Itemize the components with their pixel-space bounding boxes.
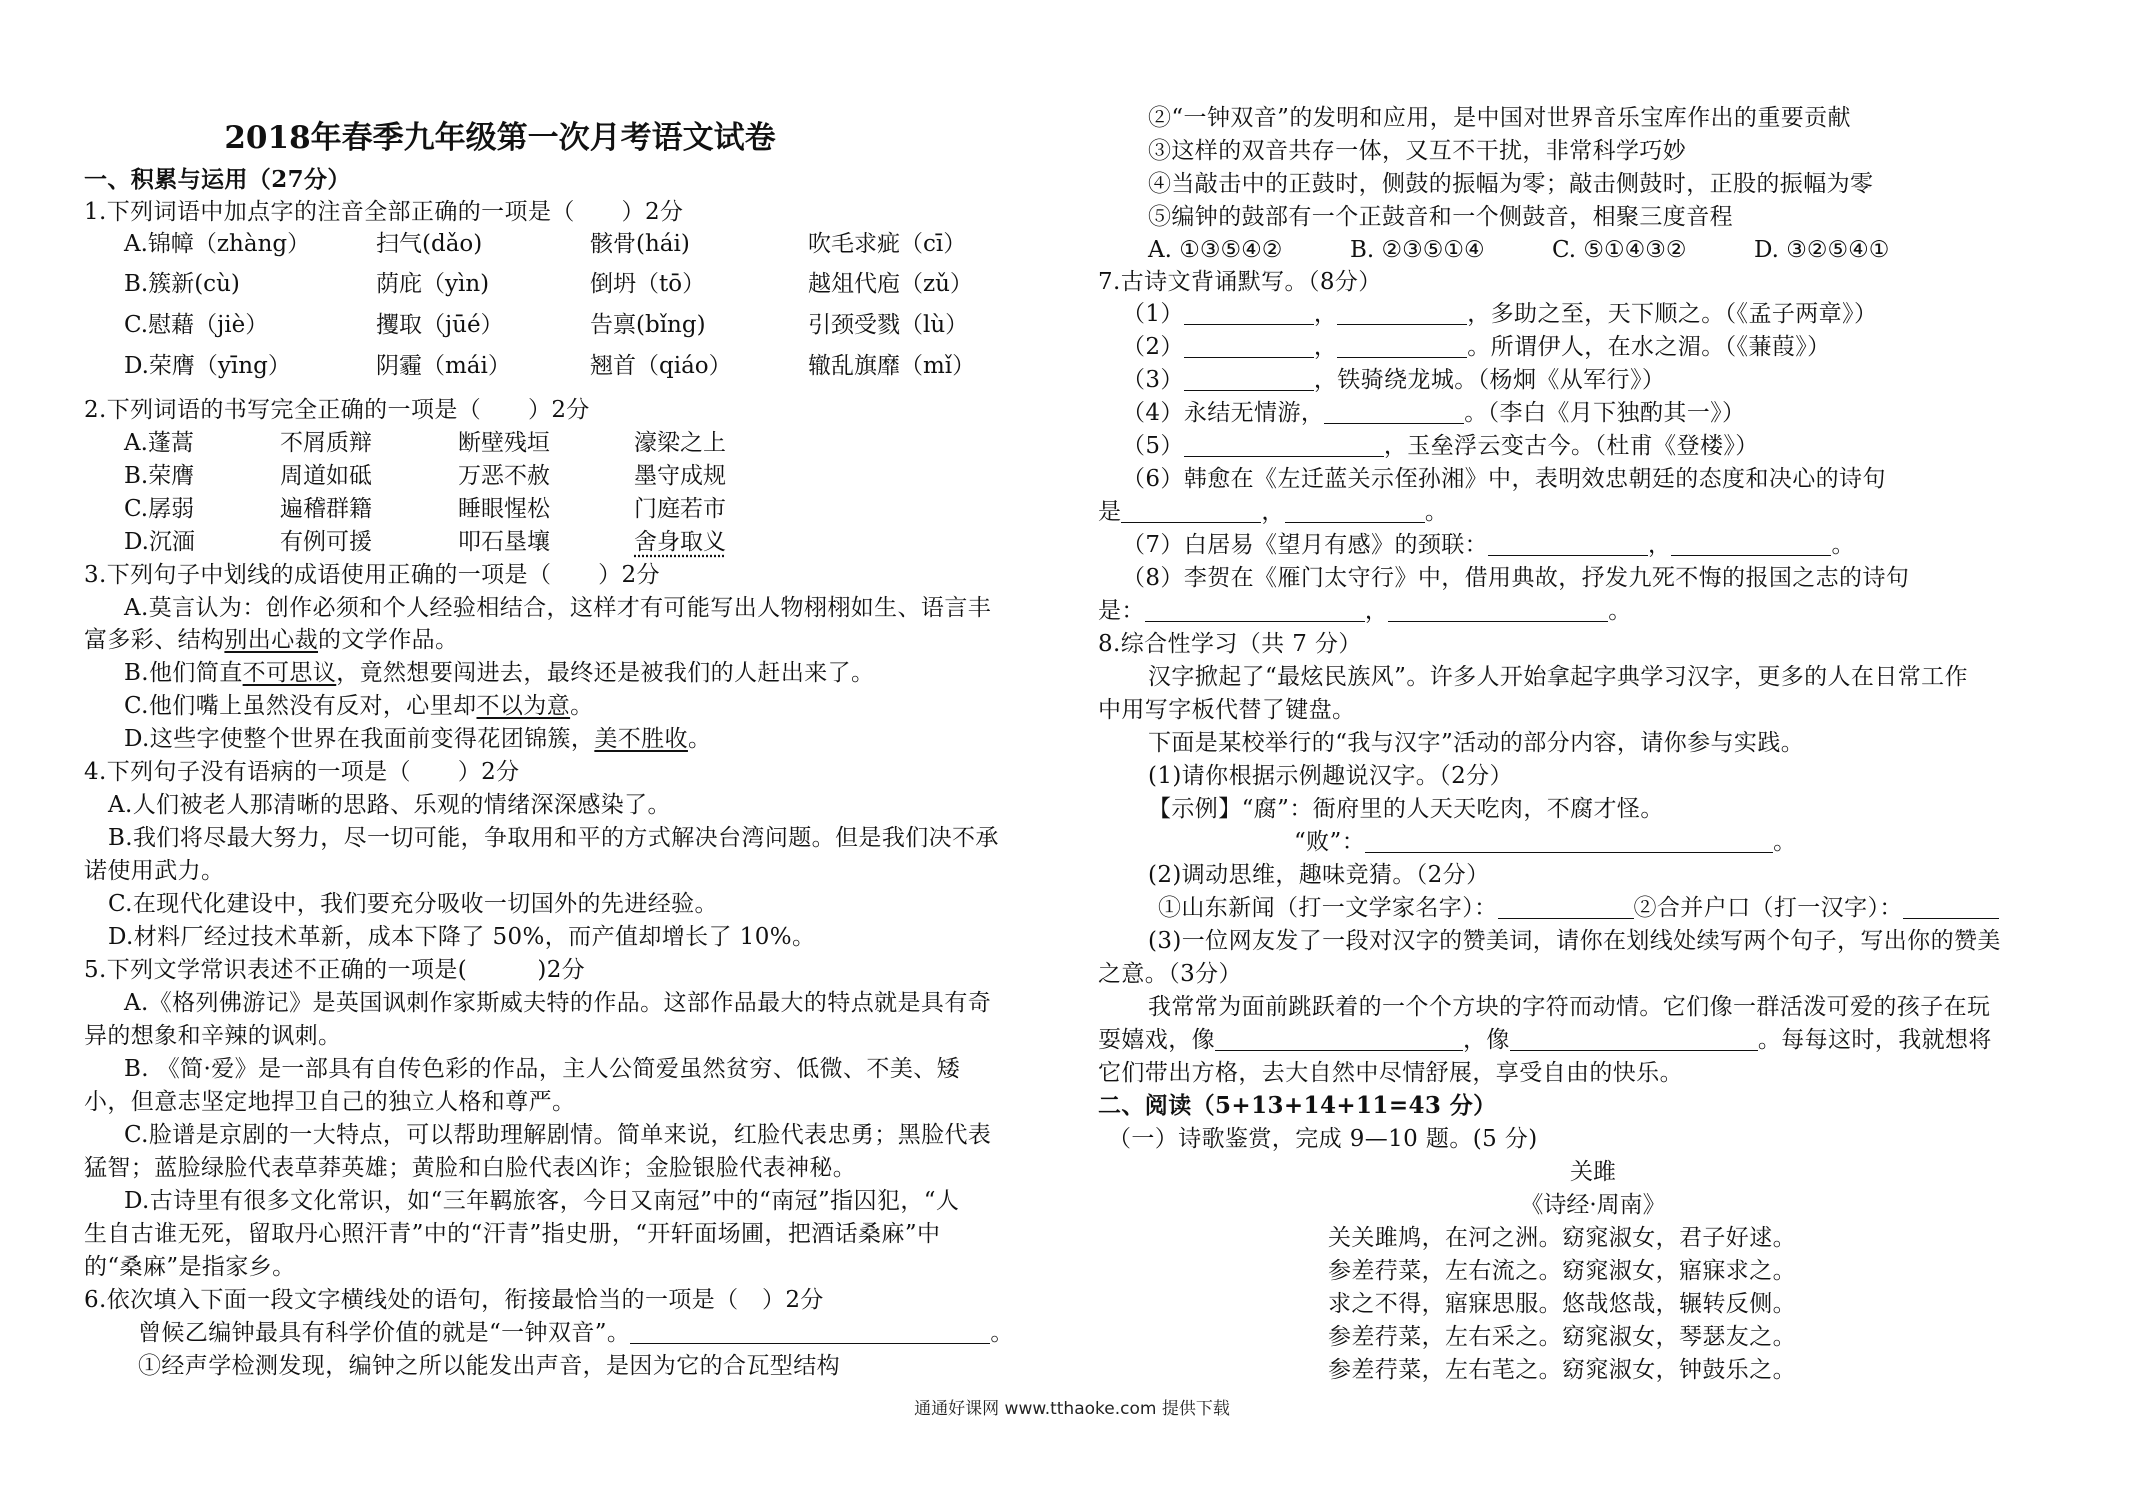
question-3-stem: 3.下列句子中划线的成语使用正确的一项是（ ）2分 [84,562,660,588]
q5-option-a-line2: 异的想象和辛辣的讽刺。 [84,1023,342,1049]
q2-cell: 叩石垦壤 [458,529,550,555]
q7-text: 。 [1608,598,1632,624]
q6-choice-d: D. ③②⑤④① [1754,237,1890,263]
q7-number: （3） [1122,367,1184,393]
q2-cell: 周道如砥 [280,463,372,489]
q1-cell: 荫庇（yìn) [376,271,490,297]
q8-praise-line2 [1098,1024,1992,1056]
q6-statement-2: ②“一钟双音”的发明和应用，是中国对世界音乐宝库作出的重要贡献 [1148,105,1851,131]
q7-blank[interactable] [1337,301,1467,325]
poem-line: 参差荇菜，左右芼之。窈窕淑女，钟鼓乐之。 [1328,1357,1796,1383]
q7-item-8-answer [1098,595,1632,627]
q2-cell: 万恶不赦 [458,463,550,489]
q8-text: ①山东新闻（打一文学家名字）： [1158,895,1498,921]
q7-text: 白居易《望月有感》的颈联： [1183,532,1489,558]
q3-option-a-line1: A.莫言认为：创作必须和个人经验相结合，这样才有可能写出人物栩栩如生、语言丰 [124,595,992,621]
q8-text: 。 [1773,829,1797,855]
q1-cell: A.锦幛（zhàng） [124,231,311,257]
q5-option-c-line1: C.脸谱是京剧的一大特点，可以帮助理解剧情。简单来说，红脸代表忠勇；黑脸代表 [124,1122,992,1148]
q1-cell: D.荣膺（yīng） [124,353,291,379]
poem-line: 关关雎鸠，在河之洲。窈窕淑女，君子好逑。 [1328,1225,1796,1251]
q8-riddle-1-blank[interactable] [1498,895,1634,919]
q7-number: （5） [1122,433,1184,459]
q1-cell: 越俎代庖（zǔ） [808,271,973,297]
q7-blank[interactable] [1184,433,1384,457]
q8-subquestion-2: (2)调动思维，趣味竞猜。（2分） [1148,862,1490,888]
q7-text: 。 [1831,532,1855,558]
q5-option-d-line3: 的“桑麻”是指家乡。 [84,1254,296,1280]
q3-text: D.这些字使整个世界在我面前变得花团锦簇， [124,726,595,752]
q2-cell: 门庭若市 [634,496,726,522]
q7-text: ， [1313,334,1338,360]
q3-option-b [124,657,874,689]
q7-text: 韩愈在《左迁蓝关示侄孙湘》中，表明效忠朝廷的态度和决心的诗句 [1183,466,1886,492]
q7-text: ，多助之至，天下顺之。（《孟子两章》） [1467,301,1878,327]
q8-praise-blank-1[interactable] [1215,1027,1463,1051]
question-6-stem: 6.依次填入下面一段文字横线处的语句，衔接最恰当的一项是（ ）2分 [84,1287,824,1313]
question-5-stem: 5.下列文学常识表述不正确的一项是( )2分 [84,957,586,983]
q5-option-b-line1: B. 《简·爱》是一部具有自传色彩的作品，主人公简爱虽然贫穷、低微、不美、矮 [124,1056,961,1082]
q7-number: （2） [1122,334,1184,360]
q8-passage-line2: 中用写字板代替了键盘。 [1098,697,1356,723]
q8-passage-line1: 汉字掀起了“最炫民族风”。许多人开始拿起字典学习汉字，更多的人在日常工作 [1148,664,1968,690]
q3-text: C.他们嘴上虽然没有反对，心里却 [124,693,477,719]
q7-number: （8） [1122,565,1184,591]
q2-cell: 有例可援 [280,529,372,555]
q3-option-d [124,723,711,755]
q8-text: “败”： [1294,829,1366,855]
q8-text: ②合并户口（打一汉字）： [1633,895,1903,921]
q7-text: ， [1261,499,1285,525]
q1-cell: 告禀(bǐng) [590,312,706,338]
q3-idiom-d: 美不胜收 [594,726,688,752]
q8-text: 。每每这时，我就想将 [1757,1027,1992,1053]
q7-text: ， [1648,532,1672,558]
page-footer: 通通好课网 www.tthaoke.com 提供下载 [914,1399,1230,1419]
q7-blank[interactable] [1488,532,1648,556]
q1-option-row-a [124,228,1064,260]
q7-item-4 [1122,397,1745,429]
q2-cell: A.蓬蒿 [124,430,194,456]
q5-option-b-line2: 小，但意志坚定地捍卫自己的独立人格和尊严。 [84,1089,576,1115]
poem-source: 《诗经·周南》 [1520,1192,1666,1218]
exam-title: 2018年春季九年级第一次月考语文试卷 [224,120,776,156]
q2-cell: D.沉湎 [124,529,195,555]
q8-riddle-2-blank[interactable] [1903,895,1999,919]
q7-blank[interactable] [1337,334,1467,358]
q3-idiom-a: 别出心裁 [224,627,319,653]
q5-option-d-line1: D.古诗里有很多文化常识，如“三年羁旅客，今日又南冠”中的“南冠”指囚犯，“人 [124,1188,960,1214]
poem-title: 关雎 [1570,1159,1616,1185]
q7-text: 。 [1424,499,1449,525]
q2-cell: 舍身取义 [634,529,726,555]
q6-choice-a: A. ①③⑤④② [1148,237,1283,263]
q1-option-row-d [124,350,1064,382]
q2-cell: 睡眼惺松 [458,496,550,522]
q7-text: 李贺在《雁门太守行》中，借用典故，抒发九死不悔的报国之志的诗句 [1183,565,1910,591]
q7-item-8 [1122,562,1909,594]
q2-cell: 墨守成规 [634,463,726,489]
question-7-stem: 7.古诗文背诵默写。（8分） [1098,269,1382,295]
q1-cell: 引颈受戮（lù） [808,312,969,338]
q6-statement-5: ⑤编钟的鼓部有一个正鼓音和一个侧鼓音，相聚三度音程 [1148,204,1733,230]
q2-cell: 濠梁之上 [634,430,726,456]
q4-option-b-line2: 诺使用武力。 [84,858,225,884]
q7-blank[interactable] [1324,400,1464,424]
q7-item-6-answer [1098,496,1448,528]
q3-option-c [124,690,594,722]
q2-option-row-d [124,526,1024,558]
q7-text: ，玉垒浮云变古今。（杜甫《登楼》） [1383,433,1759,459]
q7-text: 。（李白《月下独酌其一》） [1464,400,1746,426]
q8-subquestion-1: (1)请你根据示例趣说汉字。（2分） [1148,763,1513,789]
q8-praise-line1: 我常常为面前跳跃着的一个个方块的字符而动情。它们像一群活泼可爱的孩子在玩 [1148,994,1991,1020]
q1-cell: 倒坍（tō） [590,271,706,297]
q8-bai-line [1294,826,1797,858]
q3-text: B.他们简直 [124,660,243,686]
q8-subquestion-3-line1: (3)一位网友发了一段对汉字的赞美词，请你在划线处续写两个句子，写出你的赞美 [1148,928,2001,954]
q7-item-3 [1122,364,1665,396]
q6-statement-3: ③这样的双音共存一体，又互不干扰，非常科学巧妙 [1148,138,1687,164]
poem-line: 求之不得，寤寐思服。悠哉悠哉，辗转反侧。 [1328,1291,1796,1317]
q6-answer-blank[interactable] [630,1320,990,1344]
question-1-stem: 1.下列词语中加点字的注音全部正确的一项是（ ）2分 [84,199,684,225]
q5-option-c-line2: 猛智；蓝脸绿脸代表草莽英雄；黄脸和白脸代表凶诈；金脸银脸代表神秘。 [84,1155,857,1181]
q2-option-row-c [124,493,1024,525]
q7-item-6 [1122,463,1886,495]
q7-text: ，铁骑绕龙城。（杨炯《从军行》） [1313,367,1666,393]
q7-blank[interactable] [1184,301,1314,325]
q7-item-1 [1122,298,1877,330]
q3-text: 。 [687,726,712,752]
q7-text: ， [1364,598,1389,624]
q7-text: 是： [1098,598,1145,624]
q6-text: 。 [990,1320,1014,1346]
reading-1-heading: （一）诗歌鉴赏，完成 9—10 题。(5 分) [1108,1126,1538,1152]
q7-blank[interactable] [1388,598,1608,622]
section-1-heading: 一、积累与运用（27分） [84,166,351,193]
q7-item-2 [1122,331,1831,363]
q4-option-a: A.人们被老人那清晰的思路、乐观的情绪深深感染了。 [108,792,671,818]
q8-example: 【示例】“腐”：衙府里的人天天吃肉，不腐才怪。 [1148,796,1664,822]
q6-choices [1148,234,2048,266]
q8-praise-line3: 它们带出方格，去大自然中尽情舒展，享受自由的快乐。 [1098,1060,1683,1086]
question-4-stem: 4.下列句子没有语病的一项是（ ）2分 [84,759,520,785]
q1-cell: 攫取（jūé） [376,312,504,338]
q4-option-c: C.在现代化建设中，我们要充分吸收一切国外的先进经验。 [108,891,718,917]
q8-bai-blank[interactable] [1365,829,1773,853]
q8-subquestion-3-line2: 之意。（3分） [1098,961,1242,987]
q3-idiom-c: 不以为意 [476,693,571,719]
q5-option-d-line2: 生自古谁无死，留取丹心照汗青”中的“汗青”指史册，“开轩面场圃，把酒话桑麻”中 [84,1221,941,1247]
q7-number: （1） [1122,301,1184,327]
q6-choice-b: B. ②③⑤①④ [1350,237,1485,263]
q7-text: 是 [1098,499,1122,525]
q7-number: （4） [1122,400,1184,426]
q7-blank[interactable] [1184,334,1314,358]
q3-text: 富多彩、结构 [84,627,225,653]
q8-praise-blank-2[interactable] [1510,1027,1758,1051]
q7-blank[interactable] [1671,532,1831,556]
q1-cell: B.簇新(cù) [124,271,240,297]
q6-choice-c: C. ⑤①④③② [1552,237,1687,263]
q7-blank[interactable] [1285,499,1425,523]
q7-item-7 [1122,529,1855,561]
q8-passage-line3: 下面是某校举行的“我与汉字”活动的部分内容，请你参与实践。 [1148,730,1805,756]
q4-option-d: D.材料厂经过技术革新，成本下降了 50%，而产值却增长了 10%。 [108,924,816,950]
q1-cell: 扫气(dǎo) [376,231,483,257]
q2-cell: B.荣膺 [124,463,195,489]
poem-line: 参差荇菜，左右采之。窈窕淑女，琴瑟友之。 [1328,1324,1796,1350]
q2-option-row-b [124,460,1024,492]
q1-option-row-b [124,268,1064,300]
q1-option-row-c [124,309,1064,341]
q7-text: 永结无情游， [1183,400,1325,426]
q6-statement-1: ①经声学检测发现，编钟之所以能发出声音，是因为它的合瓦型结构 [138,1353,840,1379]
q2-cell: 不屑质辩 [280,430,372,456]
q3-idiom-b: 不可思议 [242,660,337,686]
q1-cell: 阴霾（mái） [376,353,511,379]
q6-statement-4: ④当敲击中的正鼓时，侧鼓的振幅为零；敲击侧鼓时，正股的振幅为零 [1148,171,1874,197]
q4-option-b-line1: B.我们将尽最大努力，尽一切可能，争取用和平的方式解决台湾问题。但是我们决不承 [108,825,999,851]
q1-cell: 翘首（qiáo） [590,353,732,379]
q7-blank[interactable] [1121,499,1261,523]
q2-option-row-a [124,427,1024,459]
q3-text: ，竟然想要闯进去，最终还是被我们的人赶出来了。 [336,660,875,686]
q3-text: 。 [570,693,594,719]
q2-cell: 遍稽群籍 [280,496,372,522]
question-2-stem: 2.下列词语的书写完全正确的一项是（ ）2分 [84,397,590,423]
q7-blank[interactable] [1145,598,1365,622]
q1-cell: 辙乱旗靡（mǐ） [808,353,976,379]
q1-cell: 吹毛求疵（cī） [808,231,967,257]
q2-cell: 断壁残垣 [458,430,550,456]
q8-text: 耍嬉戏，像 [1098,1027,1215,1053]
poem-line: 参差荇菜，左右流之。窈窕淑女，寤寐求之。 [1328,1258,1796,1284]
q6-text: 曾候乙编钟最具有科学价值的就是“一钟双音”。 [138,1320,631,1346]
q2-cell: C.孱弱 [124,496,195,522]
q7-number: （6） [1122,466,1184,492]
q8-riddles [1158,892,1999,924]
q7-text: 。所谓伊人，在水之湄。（《蒹葭》） [1467,334,1831,360]
section-2-heading: 二、阅读（5+13+14+11=43 分） [1098,1092,1497,1119]
question-8-stem: 8.综合性学习（共 7 分） [1098,631,1362,657]
q6-lead-sentence [138,1317,1014,1349]
q5-option-a-line1: A.《格列佛游记》是英国讽刺作家斯威夫特的作品。这部作品最大的特点就是具有奇 [124,990,992,1016]
q1-cell: 骸骨(hái) [590,231,690,257]
q7-number: （7） [1122,532,1184,558]
q7-text: ， [1313,301,1338,327]
q7-blank[interactable] [1184,367,1314,391]
q8-text: ，像 [1463,1027,1510,1053]
q3-option-a-line2 [84,624,458,656]
q3-text: 的文学作品。 [318,627,459,653]
q1-cell: C.慰藉（jiè） [124,312,269,338]
q7-item-5 [1122,430,1759,462]
